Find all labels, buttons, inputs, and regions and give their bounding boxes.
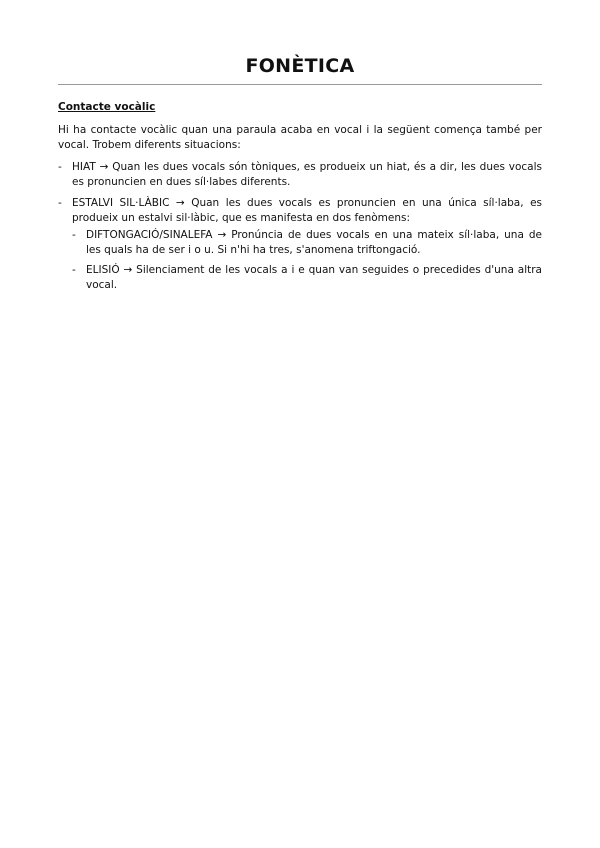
list-item-estalvi-sillabic xyxy=(58,196,542,293)
sublist-marker: - xyxy=(72,229,76,241)
sublist-item-diftongacio xyxy=(72,228,542,258)
sublist-marker: - xyxy=(72,264,76,276)
list-item-hiat xyxy=(58,160,542,190)
sublist-item-elisio xyxy=(72,263,542,293)
list-item-text: HIAT → Quan les dues vocals són tòniques, es produeix un hiat, és a dir, les dues vocals es pronuncien en dues síl·labes diferents. xyxy=(72,161,542,188)
list-marker: - xyxy=(58,161,62,173)
sublist-item-text: DIFTONGACIÓ/SINALEFA → Pronúncia de dues vocals en una mateix síl·laba, una de les quals ha de ser i o u. Si n'hi ha tres, s'anomena triftongació. xyxy=(86,229,542,256)
phenomena-sublist xyxy=(72,228,542,293)
list-marker: - xyxy=(58,197,62,209)
situations-list xyxy=(58,160,542,293)
list-item-text: ESTALVI SIL·LÀBIC → Quan les dues vocals es pronuncien en una única síl·laba, es produeix un estalvi sil·làbic, que es manifesta en dos fenòmens: xyxy=(72,197,542,224)
section-heading: Contacte vocàlic xyxy=(58,101,156,113)
page-title: FONÈTICA xyxy=(245,55,355,77)
section-contacte-vocalic xyxy=(58,100,542,293)
section-intro: Hi ha contacte vocàlic quan una paraula acaba en vocal i la següent comença també per vocal. Trobem diferents situacions: xyxy=(58,124,542,151)
sublist-item-text: ELISIÓ → Silenciament de les vocals a i e quan van seguides o precedides d'una altra vocal. xyxy=(86,264,542,291)
title-divider xyxy=(58,84,542,85)
